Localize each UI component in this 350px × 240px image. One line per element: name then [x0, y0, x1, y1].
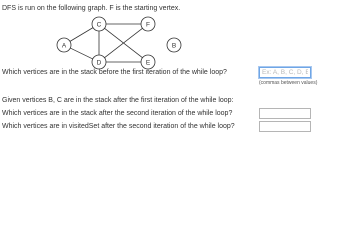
question-visitedset-after-second-iteration: Which vertices are in visitedSet after the second iteration of the while loop?	[2, 123, 235, 130]
question-stack-after-second-iteration: Which vertices are in the stack after the second iteration of the while loop?	[2, 110, 233, 117]
visitedset-after-second-iteration-input[interactable]	[259, 121, 311, 132]
graph-edges	[70, 24, 142, 62]
vertex-c	[92, 17, 106, 31]
vertex-e	[141, 55, 155, 69]
input-format-hint: (commas between values)	[259, 80, 318, 86]
vertex-label: E	[145, 59, 151, 67]
question-stack-before-first-iteration: Which vertices are in the stack before the first iteration of the while loop?	[2, 69, 227, 76]
vertex-d	[92, 55, 106, 69]
vertex-label: D	[96, 59, 102, 67]
problem-statement: DFS is run on the following graph. F is the starting vertex.	[2, 5, 181, 12]
vertex-label: F	[146, 21, 150, 29]
vertex-label: A	[61, 42, 67, 50]
edge-a-d	[70, 48, 92, 59]
vertex-label: B	[171, 42, 177, 50]
edge-c-a	[70, 28, 93, 42]
vertex-a	[57, 38, 71, 52]
graph-nodes	[57, 17, 181, 69]
vertex-f	[141, 17, 155, 31]
vertex-label: C	[96, 21, 102, 29]
stack-before-first-iteration-input[interactable]	[259, 67, 311, 78]
stack-after-second-iteration-input[interactable]	[259, 108, 311, 119]
given-statement: Given vertices B, C are in the stack after the first iteration of the while loop:	[2, 97, 234, 104]
vertex-b	[167, 38, 181, 52]
